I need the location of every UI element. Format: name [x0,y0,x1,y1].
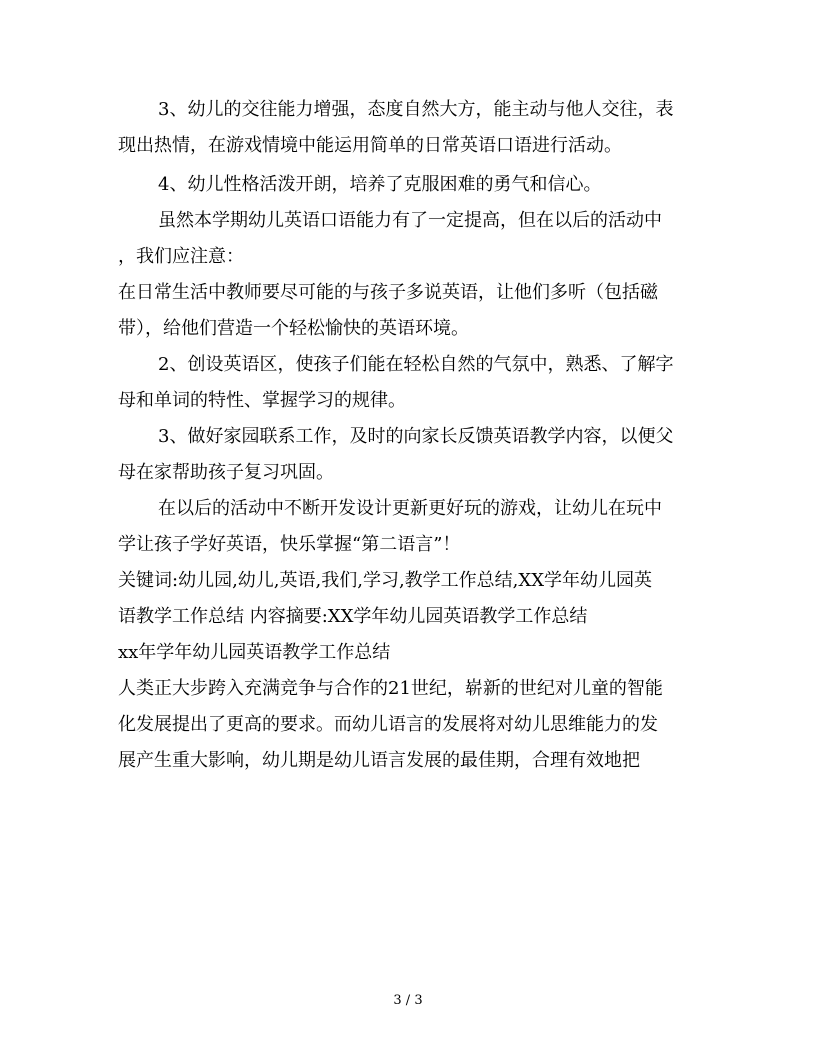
paragraph-line: 4、幼儿性格活泼开朗，培养了克服困难的勇气和信心。 [158,174,602,195]
paragraph-line: 3、做好家园联系工作，及时的向家长反馈英语教学内容，以便父 [158,426,674,447]
paragraph-line: 学让孩子学好英语，快乐掌握“第二语言”！ [118,534,461,555]
paragraph-line: 母和单词的特性、掌握学习的规律。 [118,390,406,411]
paragraph-line: 在以后的活动中不断开发设计更新更好玩的游戏，让幼儿在玩中 [158,498,662,519]
paragraph-line: 展产生重大影响，幼儿期是幼儿语言发展的最佳期，合理有效地把 [118,750,640,771]
paragraph-line: 带），给他们营造一个轻松愉快的英语环境。 [118,318,469,339]
paragraph-line: 母在家帮助孩子复习巩固。 [118,462,334,483]
paragraph-line: 现出热情，在游戏情境中能运用简单的日常英语口语进行活动。 [118,135,622,156]
paragraph-line: 虽然本学期幼儿英语口语能力有了一定提高，但在以后的活动中 [158,210,662,231]
paragraph-line: 3、幼儿的交往能力增强，态度自然大方，能主动与他人交往，表 [158,99,674,120]
keywords-line: 关键词:幼儿园,幼儿,英语,我们,学习,教学工作总结,XX学年幼儿园英 [118,570,653,591]
paragraph-line: 2、创设英语区，使孩子们能在轻松自然的气氛中，熟悉、了解字 [158,354,674,375]
article-title: xx年学年幼儿园英语教学工作总结 [118,642,391,663]
page-number: 3 / 3 [393,993,423,1008]
keywords-line: 语教学工作总结 内容摘要:XX学年幼儿园英语教学工作总结 [118,606,588,627]
paragraph-line: ，我们应注意： [118,246,244,267]
paragraph-line: 在日常生活中教师要尽可能的与孩子多说英语，让他们多听（包括磁 [118,282,658,303]
paragraph-line: 化发展提出了更高的要求。而幼儿语言的发展将对幼儿思维能力的发 [118,714,658,735]
paragraph-line: 人类正大步跨入充满竞争与合作的21世纪，崭新的世纪对儿童的智能 [118,678,663,699]
